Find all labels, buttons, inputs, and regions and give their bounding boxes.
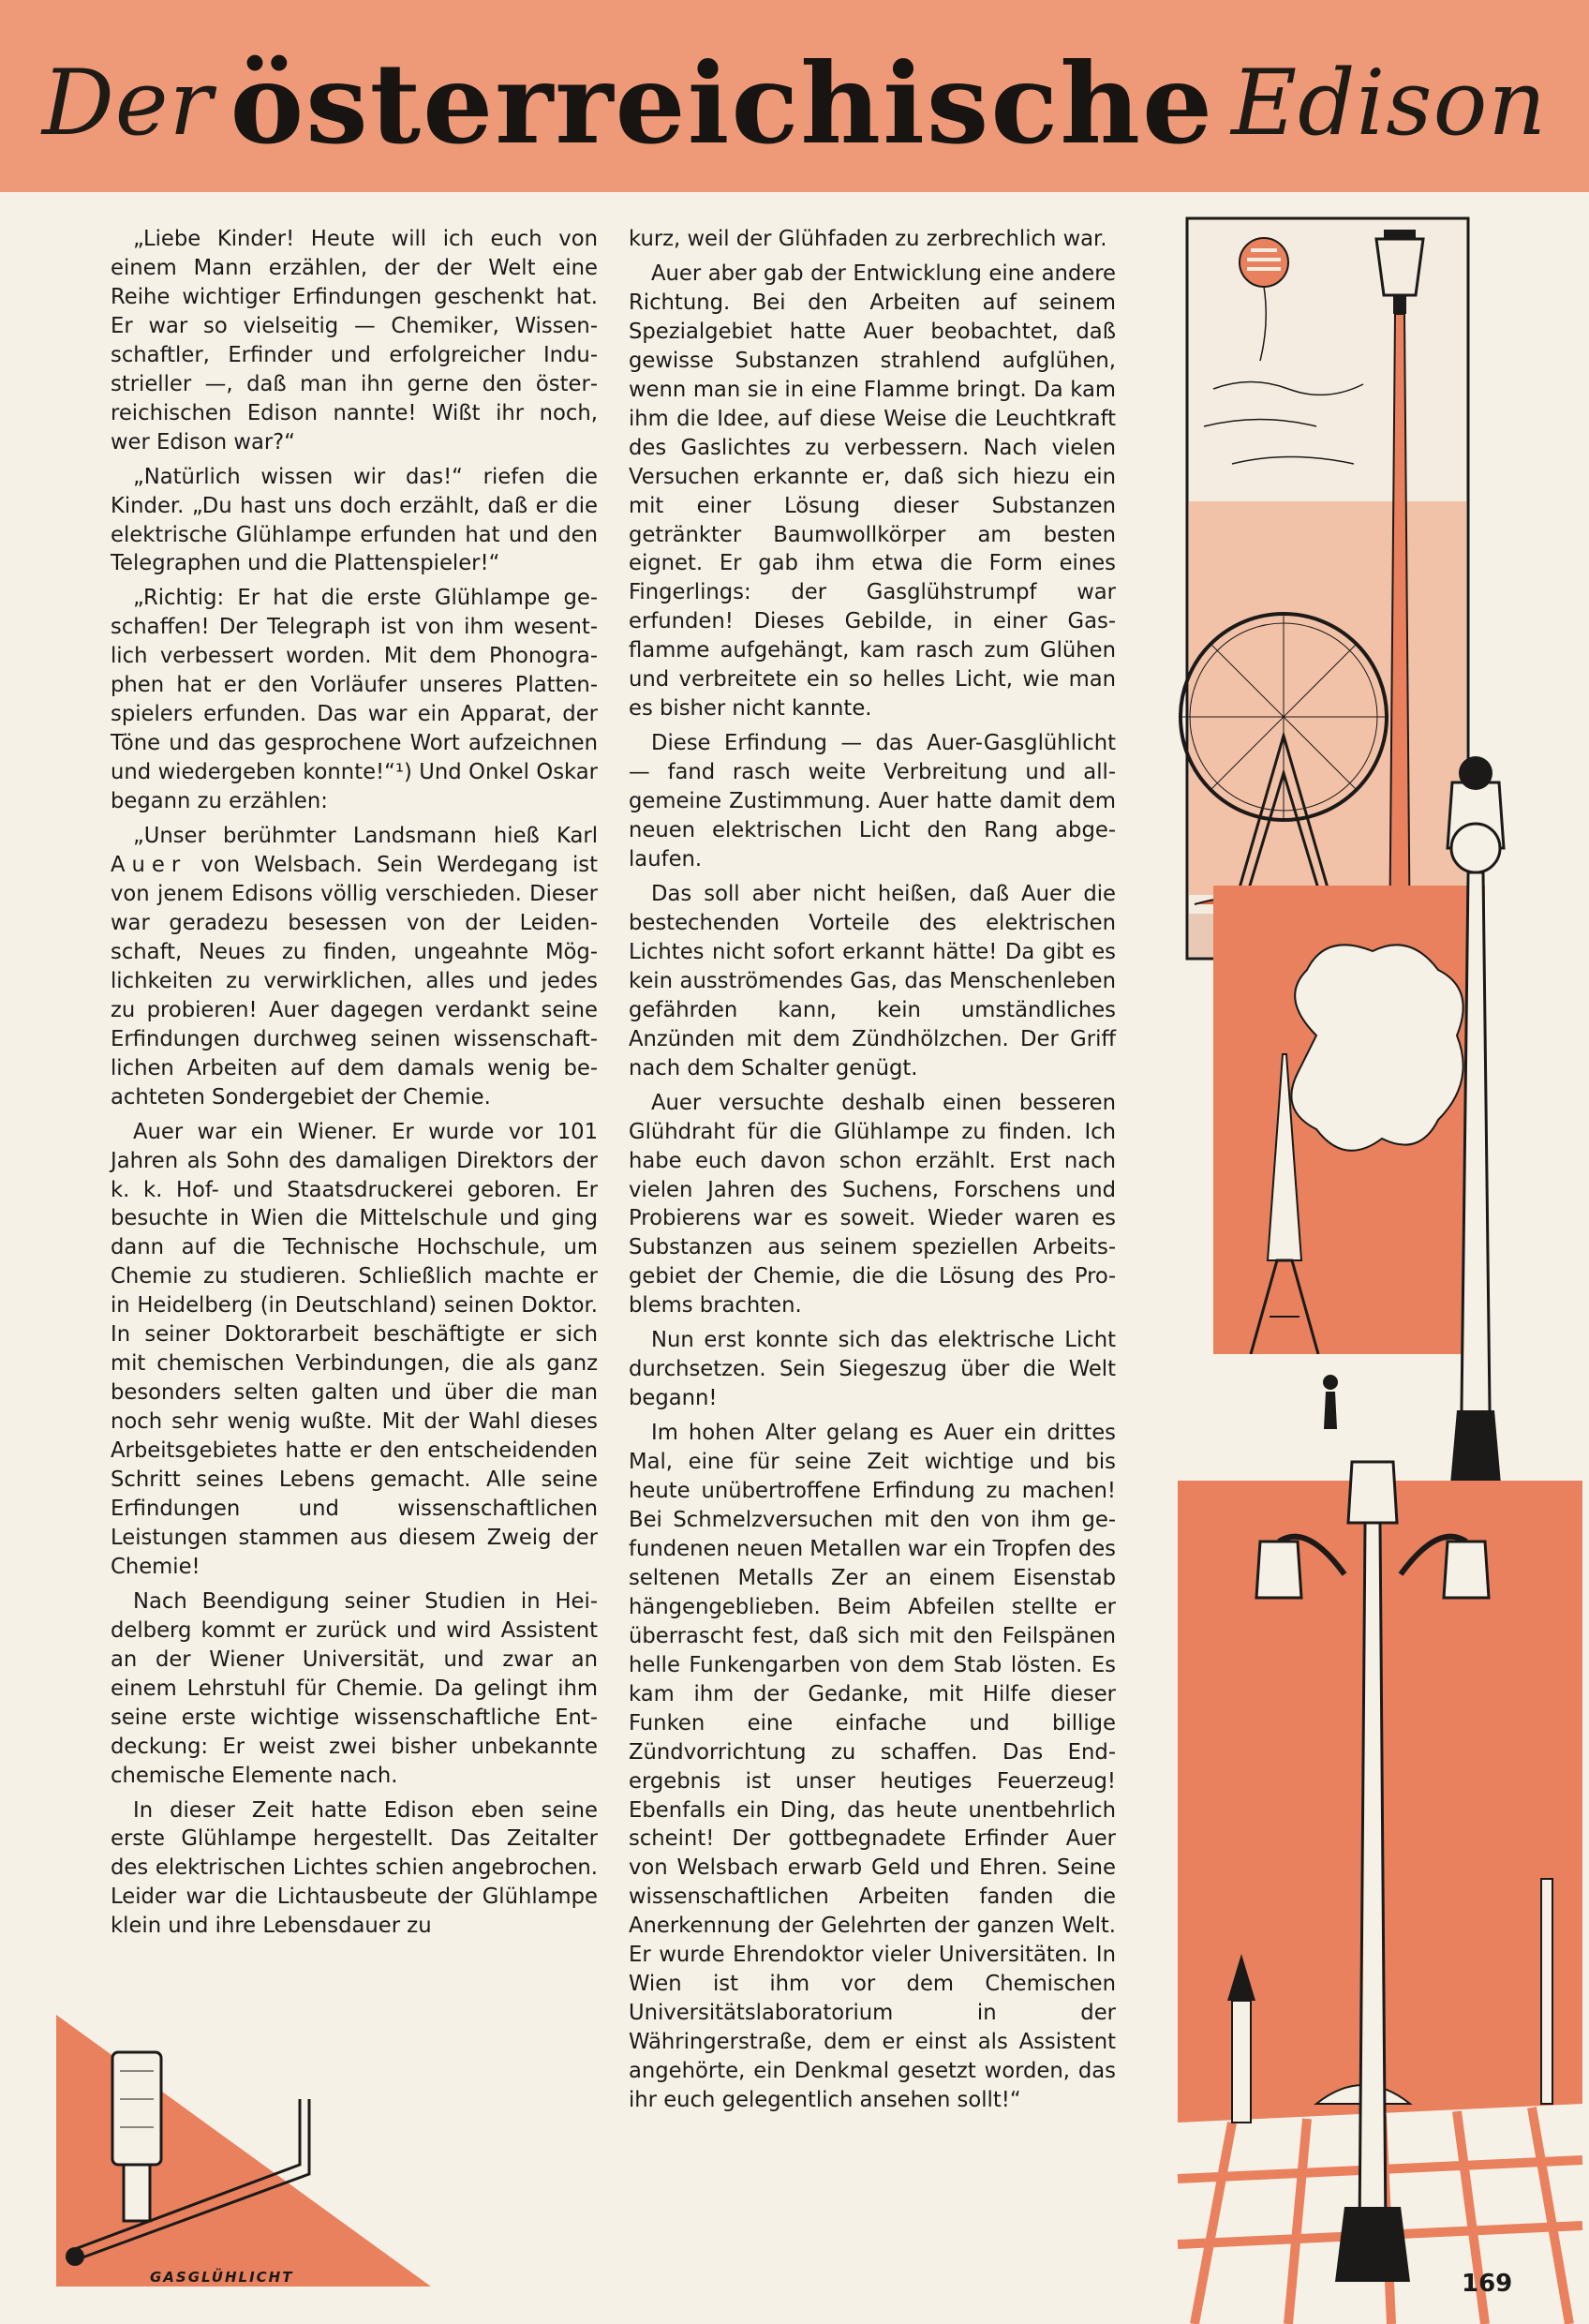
spaced-name: Auer bbox=[111, 853, 187, 878]
paragraph-part: von Welsbach. Sein Werdegang ist von jenem Edisons völlig verschieden. Dieser war geradezu besessen von der Leidenschaft, Neues zu finden, ungeahnte Möglichkeiten zu verwirklichen, alles und jedes zu probieren! Auer dagegen verdankt seine Erfindungen durchweg seinen wissenschaftlichen Arbeiten auf dem damals wenig beachteten Sondergebiet der Chemie. bbox=[111, 853, 598, 1110]
page-number: 169 bbox=[1462, 2270, 1513, 2298]
paragraph: Nun erst konnte sich das elektrische Licht durchsetzen. Sein Siegeszug über die Welt begann! bbox=[629, 1328, 1116, 1411]
eiffel-tower-panel bbox=[1213, 886, 1485, 1443]
text-column-left bbox=[111, 225, 598, 1946]
paragraph bbox=[111, 822, 598, 1112]
paragraph: „Richtig: Er hat die erste Glühlampe geschaffen! Der Telegraph ist von ihm wesentlich verbessert worden. Mit dem Phonographen hat er den Vorläufer unseres Plattenspielers erfunden. Das war ein Apparat, der Töne und das gesprochene Wort aufzeichnen und wiedergeben konnte!“¹) Und Onkel Oskar begann zu erzählen: bbox=[111, 586, 598, 814]
gas-mantle-illustration bbox=[37, 2015, 431, 2296]
paragraph-part: „Unser berühmter Landsmann hieß Karl bbox=[133, 824, 598, 849]
title-banner bbox=[0, 0, 1589, 192]
title-part-main: österreichische bbox=[230, 37, 1215, 169]
paragraph: In dieser Zeit hatte Edison eben seine erste Glühlampe hergestellt. Das Zeitalter des elektrischen Lichtes schien angebrochen. Leider war die Lichtausbeute der Glühlampe klein und ihre Lebensdauer zu bbox=[111, 1797, 598, 1939]
paragraph: kurz, weil der Glühfaden zu zerbrechlich war. bbox=[629, 227, 1107, 251]
paragraph: Das soll aber nicht heißen, daß Auer die bestechenden Vorteile des elektrischen Lichtes nicht sofort erkannt hätte! Da gibt es kein ausströmendes Gas, das Menschenleben gefährden kann, kein umständliches Anzünden mit dem Zündhölzchen. Der Griff nach dem Schalter genügt. bbox=[629, 881, 1116, 1080]
illustration-caption: GASGLÜHLICHT bbox=[150, 2269, 294, 2286]
paragraph: „Liebe Kinder! Heute will ich euch von einem Mann erzählen, der der Welt eine Reihe wichtiger Erfindungen geschenkt hat. Er war so vielseitig — Chemiker, Wissenschaftler, Erfinder und erfolgreicher Industrieller —, daß man ihn gerne den österreichischen Edison nannte! Wißt ihr noch, wer Edison war?“ bbox=[111, 227, 598, 454]
lamps-illustration bbox=[1176, 192, 1589, 2324]
paragraph: Auer war ein Wiener. Er wurde vor 101 Jahren als Sohn des damaligen Direktors der k. k. Hof- und Staatsdruckerei geboren. Er besuchte in Wien die Mittelschule und ging dann auf die Technische Hochschule, um Chemie zu studieren. Schließlich machte er in Heidelberg (in Deutschland) seinen Doktor. In seiner Doktorarbeit beschäftigte er sich mit chemischen Verbindungen, die als ganz besonders selten galten und über die man noch sehr wenig wußte. Mit der Wahl dieses Arbeitsgebietes hatte er den entscheidenden Schritt seines Lebens gemacht. Alle seine Erfindungen und wissenschaftlichen Leistungen stammen aus diesem Zweig der Chemie! bbox=[111, 1119, 598, 1579]
ferris-wheel-panel bbox=[1181, 218, 1468, 959]
paragraph: „Natürlich wissen wir das!“ riefen die Kinder. „Du hast uns doch erzählt, daß er die elektrische Glühlampe erfunden hat und den Telegraphen und die Plattenspieler!“ bbox=[111, 464, 598, 576]
paragraph: Im hohen Alter gelang es Auer ein drittes Mal, eine für seine Zeit wichtige und bis heute unübertroffene Erfindung zu machen! Bei Schmelzversuchen mit den von ihm gefundenen neuen Metallen war ein Tropfen des seltenen Metalls Zer an einem Eisenstab hängengeblieben. Beim Abfeilen stellte er überrascht fest, daß sich mit den Feilspänen helle Funkengarben von dem Stab lösten. Es kam ihm der Gedanke, mit Hilfe dieser Funken eine einfache und billige Zündvorrichtung zu schaffen. Das Endergebnis ist unser heutiges Feuerzeug! Ebenfalls ein Ding, das heute unentbehrlich scheint! Der gottbegnadete Erfinder Auer von Welsbach erwarb Geld und Ehren. Seine wissenschaftlichen Arbeiten fanden die Anerkennung der Gelehrten der ganzen Welt. Er wurde Ehrendoktor vieler Universitäten. In Wien ist ihm vor dem Chemischen Universitätslaboratorium in der Währingerstraße, dem er einst als Assistent angehörte, ein Denkmal gesetzt worden, das ihr euch gelegentlich ansehen sollt!“ bbox=[629, 1421, 1116, 2113]
paragraph: Auer aber gab der Entwicklung eine andere Richtung. Bei den Arbeiten auf seinem Spezialgebiet hatte Auer beobachtet, daß gewisse Substanzen strahlend aufglühen, wenn man sie in eine Flamme bringt. Da kam ihm die Idee, auf diese Weise die Leuchtkraft des Gaslichtes zu verbessern. Nach vielen Versuchen erkannte er, daß sich hiezu ein mit einer Lösung dieser Substanzen getränkter Baumwollkörper am besten eignet. Er gab ihm etwa die Form eines Fingerlings: der Gasglühstrumpf war erfunden! Dieses Gebilde, in einer Gasflamme aufgehängt, kam rasch zum Glühen und verbreitete ein so helles Licht, wie man es bisher nicht kannte. bbox=[629, 261, 1116, 722]
paragraph: Diese Erfindung — das Auer-Gasglühlicht — fand rasch weite Verbreitung und allgemeine Zustimmung. Auer hatte damit dem neuen elektrischen Licht den Rang abgelaufen. bbox=[629, 731, 1116, 872]
title-part-der: Der bbox=[41, 51, 214, 156]
paragraph: Auer versuchte deshalb einen besseren Glühdraht für die Glühlampe zu finden. Ich habe euch davon schon erzählt. Erst nach vielen Jahren des Suchens, Forschens und Probierens war es soweit. Wieder waren es Substanzen aus seinem speziellen Arbeitsgebiet der Chemie, die die Lösung des Problems brachten. bbox=[629, 1090, 1116, 1318]
title-part-edison: Edison bbox=[1231, 51, 1548, 156]
paragraph: Nach Beendigung seiner Studien in Heidelberg kommt er zurück und wird Assistent an der Wiener Universität, und zwar an einem Lehrstuhl für Chemie. Da gelingt ihm seine erste wichtige wissenschaftliche Entdeckung: Er weist zwei bisher unbekannte chemische Elemente nach. bbox=[111, 1588, 598, 1788]
text-column-right bbox=[629, 225, 1116, 2121]
page-title bbox=[19, 37, 1570, 169]
